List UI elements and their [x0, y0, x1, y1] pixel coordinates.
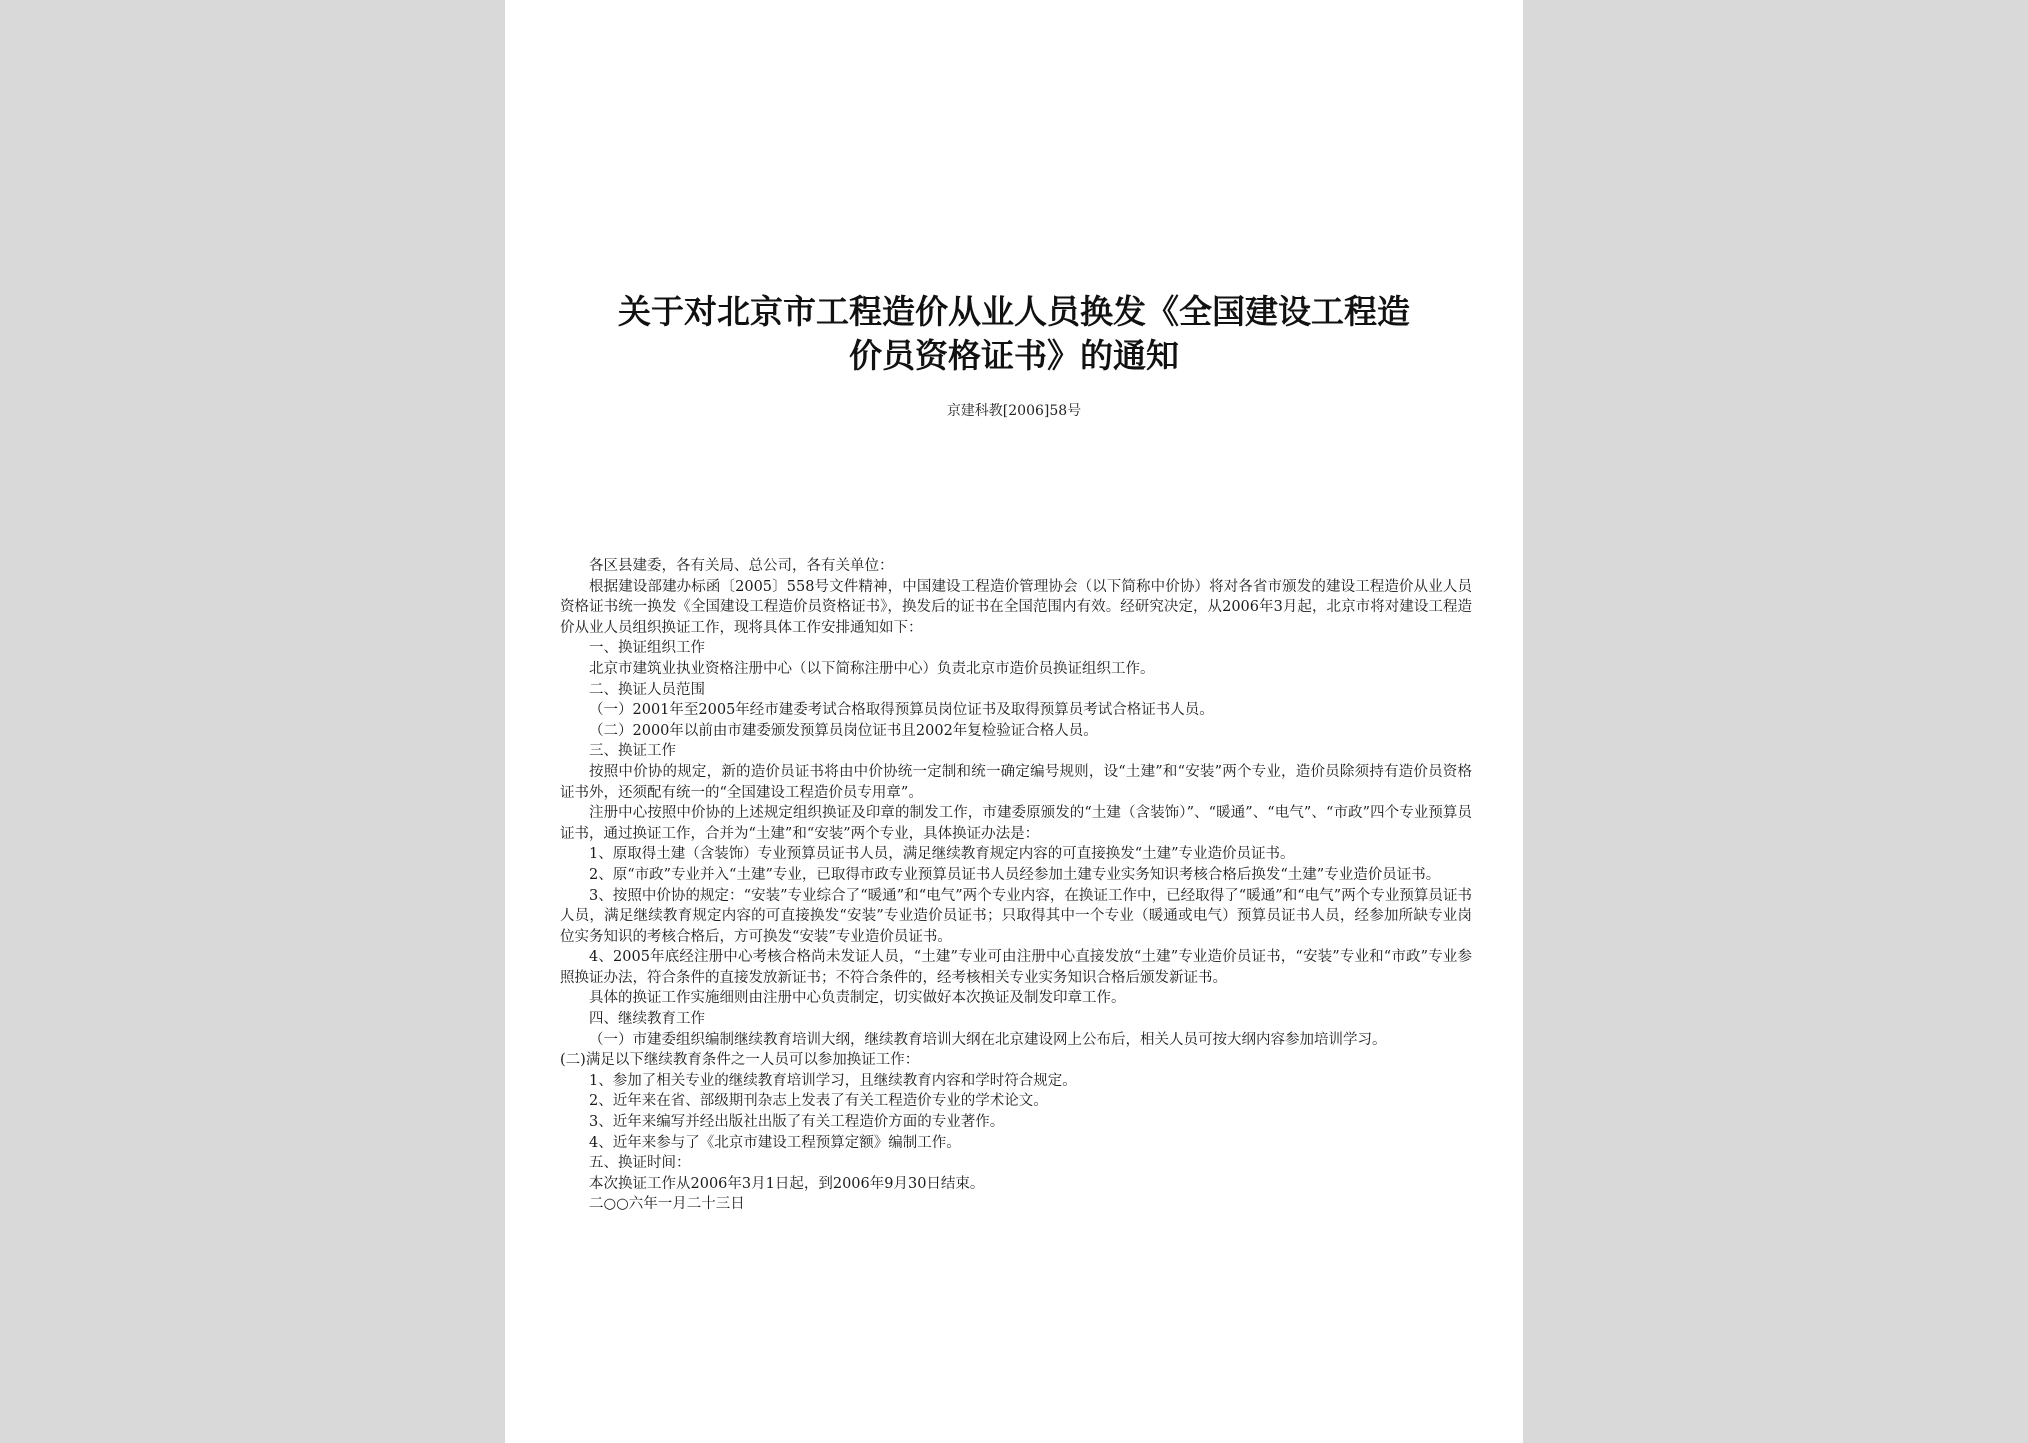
section-heading: 五、换证时间： — [589, 1155, 691, 1172]
paragraph: 具体的换证工作实施细则由注册中心负责制定，切实做好本次换证及制发印章工作。 — [589, 990, 1126, 1007]
list-item: 4、近年来参与了《北京市建设工程预算定额》编制工作。 — [589, 1134, 961, 1151]
list-item: 2、近年来在省、部级期刊杂志上发表了有关工程造价专业的学术论文。 — [589, 1093, 1048, 1110]
list-item: 4、2005年底经注册中心考核合格尚未发证人员，“土建”专业可由注册中心直接发放“土建”专业造价员证书，“安装”专业和“市政”专业参照换证办法，符合条件的直接发放新证书；不符合条件的，经考核相关专业实务知识合格后颁发新证书。 — [560, 949, 1472, 986]
list-item: 3、近年来编写并经出版社出版了有关工程造价方面的专业著作。 — [589, 1114, 1005, 1131]
section-heading: 一、换证组织工作 — [589, 640, 705, 657]
paragraph: （一）2001年至2005年经市建委考试合格取得预算员岗位证书及取得预算员考试合格证书人员。 — [589, 702, 1214, 719]
title-line-1: 关于对北京市工程造价从业人员换发《全国建设工程造 — [618, 292, 1410, 331]
section-heading: 三、换证工作 — [589, 743, 676, 760]
list-item: 1、参加了相关专业的继续教育培训学习，且继续教育内容和学时符合规定。 — [589, 1072, 1077, 1089]
title-line-2: 价员资格证书》的通知 — [849, 336, 1179, 375]
document-date: 二○○六年一月二十三日 — [589, 1196, 745, 1213]
paragraph: 北京市建筑业执业资格注册中心（以下简称注册中心）负责北京市造价员换证组织工作。 — [589, 660, 1155, 677]
list-item: 3、按照中价协的规定：“安装”专业综合了“暖通”和“电气”两个专业内容，在换证工作中，已经取得了“暖通”和“电气”两个专业预算员证书人员，满足继续教育规定内容的可直接换发“安装”专业造价员证书；只取得其中一个专业（暖通或电气）预算员证书人员，经参加所缺专业岗位实务知识的考核合格后，方可换发“安装”专业造价员证书。 — [560, 887, 1472, 945]
paragraph: 按照中价协的规定，新的造价员证书将由中价协统一定制和统一确定编号规则，设“土建”和“安装”两个专业，造价员除须持有造价员资格证书外，还须配有统一的“全国建设工程造价员专用章”。 — [560, 763, 1472, 801]
list-item: 2、原“市政”专业并入“土建”专业，已取得市政专业预算员证书人员经参加土建专业实务知识考核合格后换发“土建”专业造价员证书。 — [589, 866, 1441, 883]
section-heading: 四、继续教育工作 — [589, 1011, 705, 1028]
section-heading: 二、换证人员范围 — [589, 681, 705, 698]
intro-paragraph: 根据建设部建办标函〔2005〕558号文件精神，中国建设工程造价管理协会（以下简称中价协）将对各省市颁发的建设工程造价从业人员资格证书统一换发《全国建设工程造价员资格证书》，换发后的证书在全国范围内有效。经研究决定，从2006年3月起，北京市将对建设工程造价从业人员组织换证工作，现将具体工作安排通知如下： — [560, 578, 1472, 636]
paragraph: 注册中心按照中价协的上述规定组织换证及印章的制发工作，市建委原颁发的“土建（含装饰）”、“暖通”、“电气”、“市政”四个专业预算员证书，通过换证工作，合并为“土建”和“安装”两个专业，具体换证办法是： — [560, 805, 1472, 842]
document-title — [565, 290, 1463, 378]
paragraph: 本次换证工作从2006年3月1日起，到2006年9月30日结束。 — [589, 1175, 985, 1192]
document-page — [505, 0, 1523, 1443]
paragraph: （一）市建委组织编制继续教育培训大纲，继续教育培训大纲在北京建设网上公布后，相关人员可按大纲内容参加培训学习。 — [589, 1031, 1387, 1048]
document-body — [560, 556, 1472, 1215]
list-item: 1、原取得土建（含装饰）专业预算员证书人员，满足继续教育规定内容的可直接换发“土建”专业造价员证书。 — [589, 846, 1295, 863]
document-number: 京建科教[2006]58号 — [946, 403, 1082, 419]
paragraph: (二)满足以下继续教育条件之一人员可以参加换证工作： — [560, 1052, 920, 1069]
salutation: 各区县建委，各有关局、总公司，各有关单位： — [589, 558, 894, 574]
paragraph: （二）2000年以前由市建委颁发预算员岗位证书且2002年复检验证合格人员。 — [589, 722, 1098, 739]
